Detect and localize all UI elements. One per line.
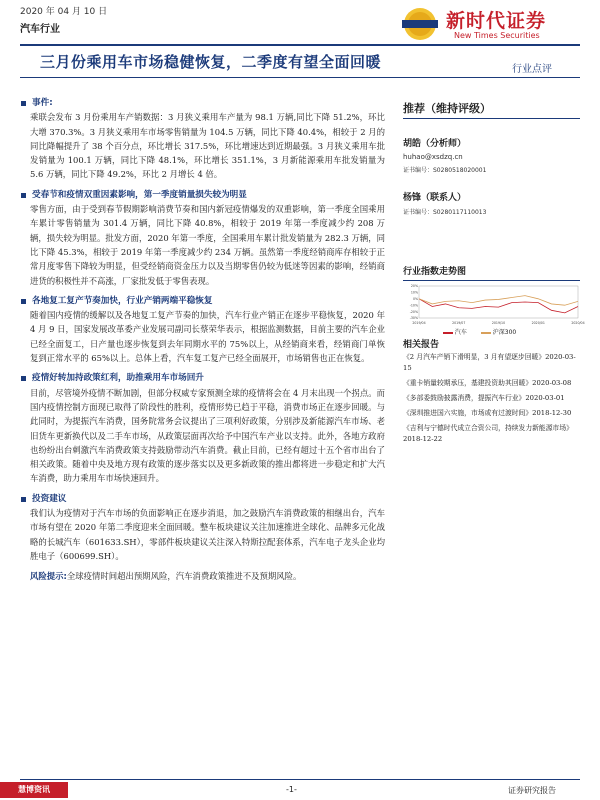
analyst-email[interactable]: huhao@xsdzq.cn — [403, 153, 463, 161]
footer-source: 慧博资讯 — [0, 782, 68, 798]
section-heading: 各地复工复产节奏加快，行业产销两端平稳恢复 — [30, 294, 385, 308]
related-report-item[interactable]: 《吉利与宁德时代成立合资公司，持续发力新能源市场》2018-12-22 — [403, 424, 573, 443]
section-heading: 疫情好转加持政策红利，助推乘用车市场回升 — [30, 371, 385, 385]
risk-text: 全球疫情时间超出预期风险，汽车消费政策推进不及预期风险。 — [66, 571, 302, 582]
analyst-cert: 证书编号：S0280518020001 — [403, 167, 487, 174]
y-tick-label: -10% — [409, 303, 418, 308]
footer-divider — [20, 779, 580, 780]
report-type: 行业点评 — [512, 64, 552, 75]
legend-label-hs300: 沪深300 — [492, 329, 517, 336]
y-tick-label: -30% — [409, 316, 418, 321]
header-divider — [20, 44, 580, 46]
analyst-name: 胡皓（分析师） — [403, 139, 467, 149]
x-tick-label: 2019/10 — [491, 321, 506, 325]
contact-cert: 证书编号：S0280117110013 — [403, 209, 487, 216]
main-body — [30, 96, 385, 592]
section-q1-impact — [30, 188, 385, 288]
chart-legend — [403, 327, 580, 335]
series-line-auto — [419, 299, 578, 313]
related-reports-title: 相关报告 — [403, 340, 440, 350]
x-tick-label: 2019/07 — [452, 321, 466, 325]
new-times-logo-icon — [400, 6, 440, 42]
section-text: 我们认为疫情对于汽车市场的负面影响正在逐步消退，加之鼓励汽车消费政策的相继出台，汽车市场有望在 2020 年第二季度迎来全面回暖。整车板块建议关注加速推进全球化、品牌多元化战略的长城汽车（601633.SH），零部件板块建议关注深入特斯拉配套体系，汽车电子龙头企业均胜电子（600699.SH）。 — [30, 508, 385, 561]
analyst-block — [403, 136, 580, 216]
risk-note — [30, 569, 385, 583]
brand-name-en: New Times Securities — [454, 31, 540, 40]
section-policy — [30, 371, 385, 485]
related-reports-list — [403, 352, 580, 449]
y-tick-label: 10% — [410, 290, 418, 295]
report-title: 三月份乘用车市场稳健恢复，二季度有望全面回暖 — [40, 53, 382, 71]
section-investment — [30, 492, 385, 563]
page-number: -1- — [286, 785, 297, 794]
series-line-hs300 — [419, 296, 578, 306]
related-report-item[interactable]: 《重卡销量较期承压，基建投资助其回暖》2020-03-08 — [403, 379, 572, 387]
y-tick-label: -20% — [409, 309, 418, 314]
section-heading: 投资建议 — [30, 492, 385, 506]
section-heading: 事件: — [30, 96, 385, 110]
related-report-item[interactable]: 《2 月汽车产销下滑明显，3 月有望逐步回暖》2020-03-15 — [403, 353, 576, 372]
legend-label-auto: 汽车 — [454, 329, 467, 336]
x-tick-label: 2019/04 — [412, 321, 426, 325]
section-text: 目前，尽管境外疫情不断加剧，但部分权威专家预测全球的疫情将会在 4 月末出现一个拐点。而国内疫情控制方面现已取得了阶段性的胜利，疫情形势已趋于平稳，消费市场正在逐步回暖。与此同时，为提振汽车消费，国务院常务会议提出了三项利好政策，分别涉及新能源汽车市场、老旧货车更新换代以及二手车市场，从政策层面再次给予中国汽车产业以支持。此外，各地方政府也纷纷出台刺激汽车消费政策支持鼓励带动汽车消费。截止目前，已经有超过十五个省市出台了相关政策。随着中央及地方现有政策的逐步落实以及更多新政策的推出都将进一步稳定和扩大汽车消费，助力乘用车市场快速回升。 — [30, 387, 385, 484]
y-tick-label: 20% — [410, 284, 418, 289]
report-date: 2020 年 04 月 10 日 — [20, 7, 108, 17]
chart-title: 行业指数走势图 — [403, 267, 467, 277]
y-tick-label: 0% — [412, 297, 418, 301]
x-tick-label: 2020/04 — [571, 321, 585, 325]
section-heading: 受春节和疫情双重因素影响，第一季度销量损失较为明显 — [30, 188, 385, 202]
rating: 推荐（维持评级） — [403, 102, 491, 115]
footer-label: 证券研究报告 — [508, 786, 556, 795]
legend-swatch-hs300 — [481, 332, 491, 334]
rating-divider — [403, 118, 580, 119]
x-tick-label: 2020/01 — [531, 321, 545, 325]
title-divider — [20, 77, 580, 78]
related-report-item[interactable]: 《多部委鼓励披露消费，提振汽车行业》2020-03-01 — [403, 394, 565, 402]
section-resumption — [30, 294, 385, 365]
section-event — [30, 96, 385, 182]
brand-name-cn: 新时代证券 — [446, 10, 547, 32]
section-text: 随着国内疫情的缓解以及各地复工复产节奏的加快，汽车行业产销正在逐步平稳恢复，2020 年 4 月 9 日，国家发展改革委产业发展司副司长蔡荣华表示，根据监测数据，目前主要的汽车企业已经全面复工，日产量也逐步恢复到去年同期水平的 75%以上，从经销商来看，经销商门单恢复到正常水平的 65%以上。总体上看，汽车复工复产已经全面展开，市场销售也正在恢复。 — [30, 310, 385, 364]
industry-label: 汽车行业 — [20, 24, 60, 35]
section-text: 乘联会发布 3 月份乘用车产销数据：3 月狭义乘用车产量为 98.1 万辆,同比下降 51.2%，环比大增 370.3%。3 月狭义乘用车市场零售销量为 104.5 万辆，同比下降 40.4%，相较于 2 月的同比降幅提升了 38 个百分点，环比增长 317.5%，环比增速达到近期最强。3 月狭义乘用车批发销量为 100.1 万辆，同比下降 48.1%，环比增长 351.1%，3 月新能源乘用车批发销量为 5.6 万辆，同比下降 49.2%，环比 2 月增长 4 倍。 — [30, 112, 385, 180]
section-text: 零售方面，由于受到春节假期影响消费节奏和国内新冠疫情爆发的双重影响，第一季度全国乘用车累计零售销量为 301.4 万辆，同比下降 40.8%，相较于 2019 年第一季度减少约 208 万辆，损失较为明显。批发方面，2020 年第一季度，全国乘用车累计批发销量为 282.3 万辆，同比下降 45.3%，相较于 2019 年第一季度减少约 234 万辆。虽然第一季度经销商库存相较于正常月度零售下降较为明显，但受经销商资金压力以及当期零售仍较为低迷等因素的影响，经销商进货的积极性并不高涨，厂家批发低于零售表现。 — [30, 204, 385, 286]
risk-label: 风险提示: — [30, 571, 67, 582]
index-trend-chart — [403, 284, 585, 326]
legend-swatch-auto — [443, 332, 453, 334]
contact-name: 杨锋（联系人） — [403, 193, 467, 203]
related-report-item[interactable]: 《深圳推进国六实施，市场或有过渡时间》2018-12-30 — [403, 409, 572, 417]
chart-divider — [403, 280, 580, 281]
